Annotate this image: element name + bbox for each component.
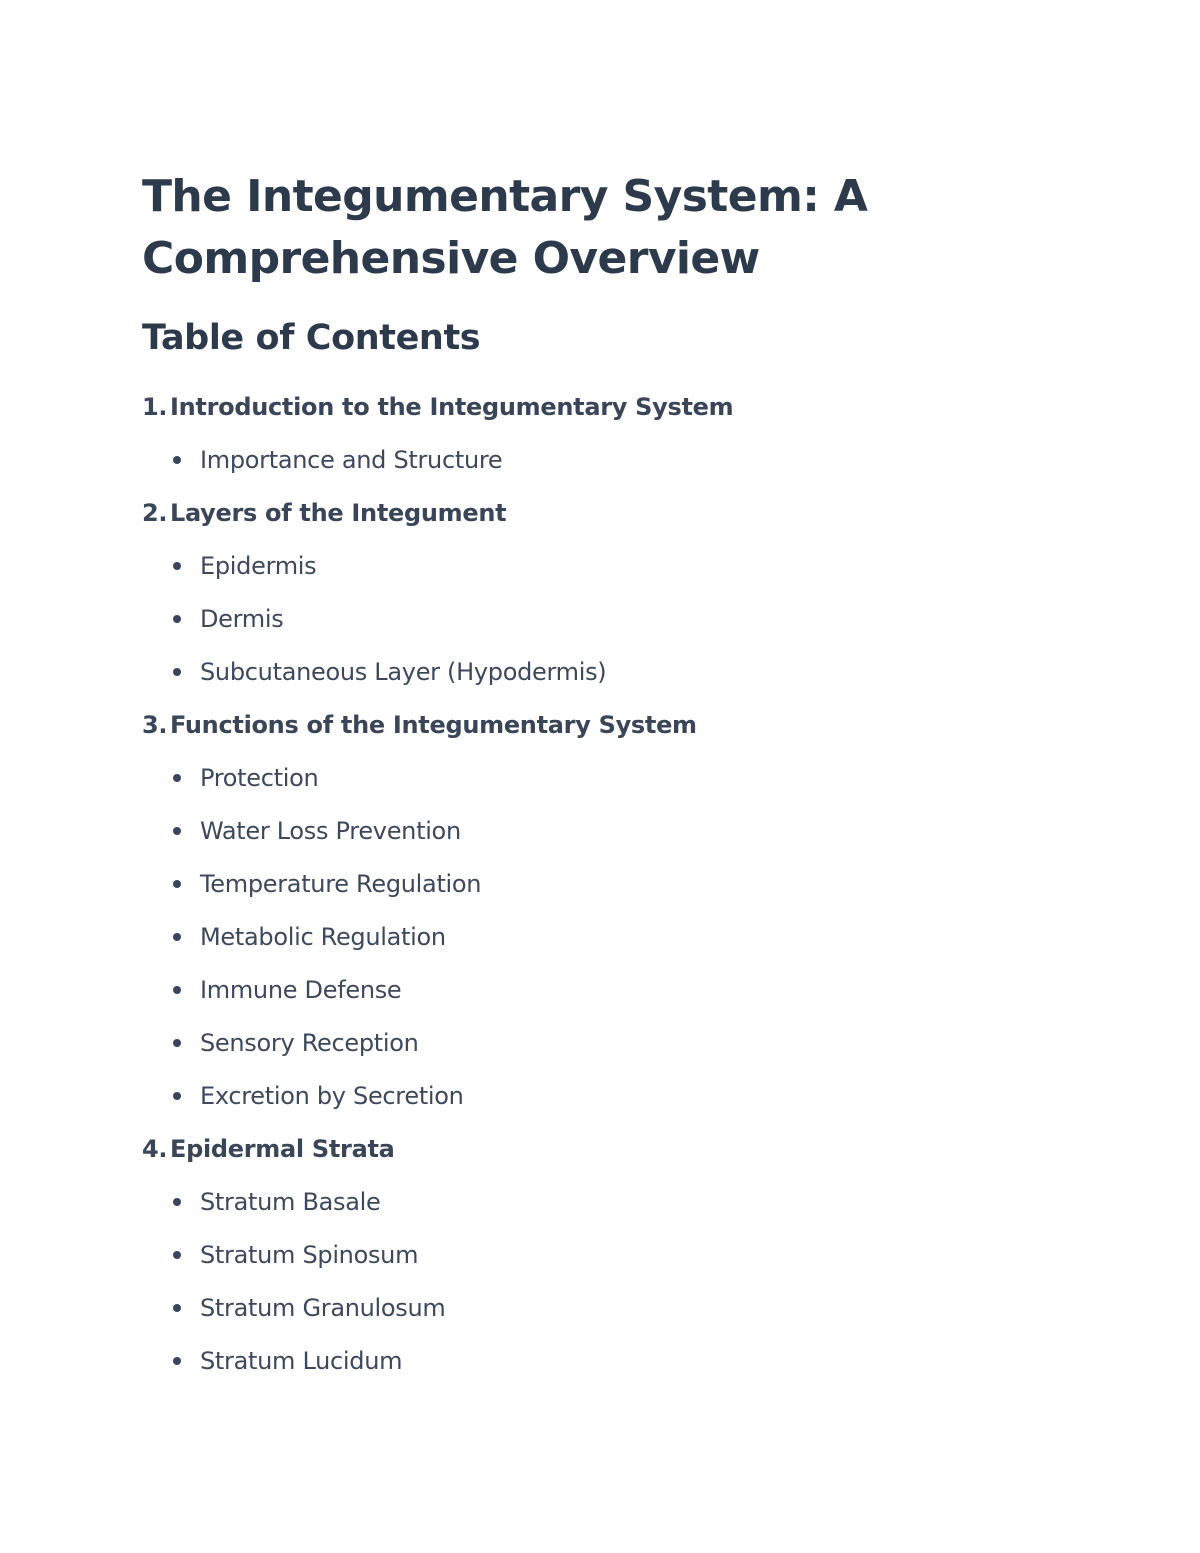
toc-subitem [142,1281,1042,1334]
toc-section-number: 3. [142,710,168,739]
toc-subitem [142,1334,1042,1387]
toc-section-number: 2. [142,498,168,527]
toc-subitem [142,804,1042,857]
toc-section-title: Introduction to the Integumentary System [170,392,734,421]
toc-subitem [142,433,1042,486]
bullet-icon [171,1357,200,1365]
toc-subitem-label: Stratum Spinosum [200,1240,419,1269]
toc-subitem [142,1069,1042,1122]
toc-subitem-label: Epidermis [200,551,317,580]
bullet-icon [171,880,200,888]
bullet-icon [171,1039,200,1047]
toc-subitem-label: Protection [200,763,319,792]
toc-section-title: Epidermal Strata [170,1134,395,1163]
toc-subitem-label: Subcutaneous Layer (Hypodermis) [200,657,607,686]
toc-subitem-label: Water Loss Prevention [200,816,461,845]
toc-subitem-label: Dermis [200,604,284,633]
toc-section-title: Functions of the Integumentary System [170,710,697,739]
toc-subitem [142,592,1042,645]
toc-section [142,486,1042,539]
toc-subitem [142,963,1042,1016]
toc-section [142,380,1042,433]
toc-subitem [142,751,1042,804]
bullet-icon [171,774,200,782]
toc-subitem-label: Immune Defense [200,975,402,1004]
bullet-icon [171,1198,200,1206]
toc-section-title: Layers of the Integument [170,498,507,527]
toc-subitem [142,857,1042,910]
bullet-icon [171,1251,200,1259]
toc-section-number: 1. [142,392,168,421]
toc-section [142,1122,1042,1175]
toc-subitem [142,1228,1042,1281]
document-title: The Integumentary System: A Comprehensive Overview [142,171,868,284]
toc-subitem-label: Stratum Lucidum [200,1346,403,1375]
bullet-icon [171,1092,200,1100]
table-of-contents [142,380,1042,1387]
bullet-icon [171,986,200,994]
bullet-icon [171,1304,200,1312]
toc-subitem [142,645,1042,698]
bullet-icon [171,562,200,570]
toc-subitem-label: Stratum Granulosum [200,1293,446,1322]
bullet-icon [171,668,200,676]
toc-subitem [142,1016,1042,1069]
toc-subitem [142,910,1042,963]
toc-subitem [142,539,1042,592]
toc-section-number: 4. [142,1134,168,1163]
toc-subitem-label: Temperature Regulation [200,869,482,898]
toc-subitem-label: Metabolic Regulation [200,922,446,951]
toc-subitem-label: Excretion by Secretion [200,1081,464,1110]
toc-subitem-label: Importance and Structure [200,445,503,474]
toc-subitem [142,1175,1042,1228]
bullet-icon [171,456,200,464]
toc-heading: Table of Contents [142,318,481,358]
toc-subitem-label: Stratum Basale [200,1187,381,1216]
toc-subitem-label: Sensory Reception [200,1028,419,1057]
bullet-icon [171,827,200,835]
bullet-icon [171,615,200,623]
toc-section [142,698,1042,751]
bullet-icon [171,933,200,941]
